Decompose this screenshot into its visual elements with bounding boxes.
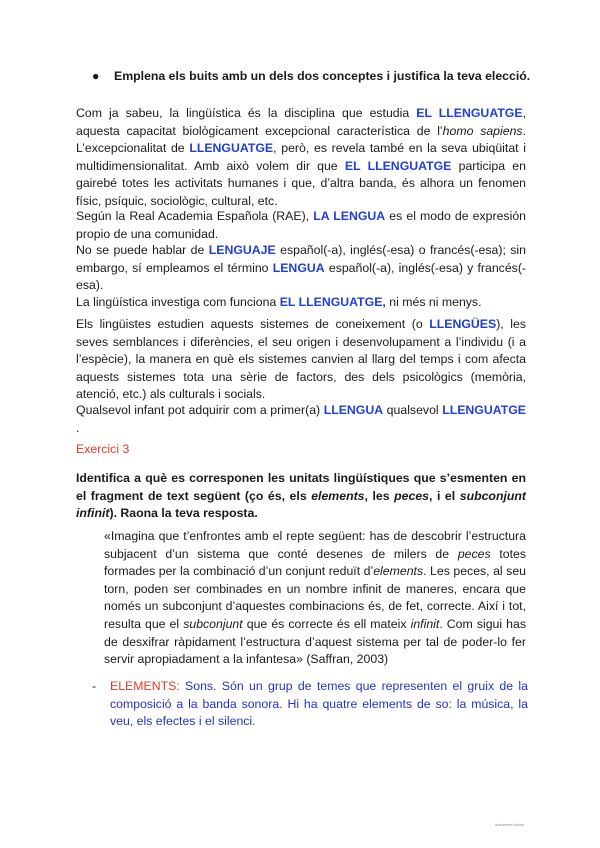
paragraph-rae [76, 208, 526, 243]
text: «Imagina que t’enfrontes amb el repte següent: has de descobrir l’estructura subjacent d’un sistema que conté desenes de milers de [104, 529, 526, 561]
text: , i el [429, 488, 460, 503]
paragraph-investiga [76, 294, 526, 312]
paragraph-linguistics [76, 105, 526, 211]
italic-text: peces [394, 488, 430, 503]
italic-text: homo sapiens [442, 123, 523, 138]
italic-text: subconjunt infinit [76, 488, 526, 521]
text: , les [364, 488, 395, 503]
text: , aquesta capacitat biològicament excepcional característica de l’ [76, 106, 526, 138]
italic-text: subconjunt [183, 616, 243, 631]
text: español(-a), inglés(-esa) o francés(-esa); sin embargo, sí empleamos el término [76, 243, 526, 275]
italic-text: elements [311, 488, 365, 503]
text: participa en gairebé totes les activitats humanes i que, d’altra banda, és alhora un fenomen físic, psíquic, sociològic, cultural, etc. [76, 158, 526, 208]
text: ni més ni menys. [385, 295, 482, 309]
exercise-heading: Exercici 3 [76, 442, 130, 456]
keyword: LA LENGUA [313, 209, 386, 223]
text: . Les peces, al seu torn, poden ser combinades en un nombre infinit de maneres, encara que només un subconjunt d’aquestes combinacions és, de fet, correcte. Així i tot, resulta que el [104, 564, 526, 631]
text: que és correcte és ell mateix [242, 616, 411, 631]
keyword: LENGUAJE [208, 243, 276, 257]
answer-elements [92, 678, 528, 731]
instruction-bullet [92, 68, 552, 86]
keyword: LLENGÜES [429, 317, 497, 331]
quote-block [104, 528, 526, 669]
keyword: LLENGUA [323, 403, 384, 417]
text: ). Raona la teva resposta. [109, 506, 258, 521]
exercise-instruction [76, 470, 526, 523]
text: Identifica a què es corresponen les unitats lingüístiques que s’esmenten en el fragment de text següent (ço és, els [76, 471, 526, 503]
text: español(-a), inglés(-esa) y francés(-esa). [76, 260, 527, 293]
text: es el modo de expresión propio de una comunidad. [76, 209, 526, 241]
text: qualsevol [383, 403, 443, 417]
bullet-text: Emplena els buits amb un dels dos conceptes i justifica la teva elecció. [114, 69, 531, 83]
keyword: LENGUA [272, 260, 325, 275]
text: ), les seves semblances i diferències, el seu origen i desenvolupament a l’individu (i a l’espècie), la manera en què els sistemes canvien al llarg del temps i com afecta aquests sistemes tota una sèrie de factors, des dels psicològics (memòria, atenció, etc.) als culturals i socials. [76, 317, 526, 402]
text: La lingüística investiga com funciona [76, 295, 280, 309]
bullet-icon: ● [92, 69, 100, 83]
paragraph-linguistes [76, 316, 526, 404]
answer-body: Sons. Són un grup de temes que representen el gruix de la composició a la banda sonora. Hi ha quatre elements de so: la música, la veu, els efectes i el silenci. [110, 679, 528, 729]
text: . Com sigui has de desxifrar ràpidament l’estructura d’aquest sistema per tal de poder-lo fer servir apropiadament a la infantesa» (Saffran, 2003) [104, 616, 527, 667]
paragraph-infant [76, 402, 526, 437]
italic-text: elements [373, 564, 424, 579]
text: totes formades per la combinació d’un conjunt reduït d’ [104, 546, 527, 579]
italic-text: peces [457, 546, 491, 561]
italic-text: infinit [410, 616, 440, 631]
page-footer: document-footer [495, 822, 525, 827]
dash-marker: - [92, 679, 97, 693]
paragraph-lenguaje [76, 242, 526, 295]
keyword: LLENGUATGE [189, 141, 274, 156]
text: Com ja sabeu, la lingüística és la disciplina que estudia [76, 106, 417, 120]
keyword: EL LLENGUATGE, [279, 295, 386, 309]
text: Qualsevol infant pot adquirir com a primer(a) [76, 403, 324, 417]
answer-label: ELEMENTS: [110, 679, 180, 693]
text: Según la Real Academia Española (RAE), [76, 209, 314, 223]
text: , però, es revela també en la seva ubiqüitat i multidimensionalitat. Amb això volem dir que [76, 141, 527, 173]
text: . L’excepcionalitat de [76, 123, 527, 156]
keyword: EL LLENGUATGE [344, 158, 452, 173]
text: Els lingüistes estudien aquests sistemes de coneixement (o [76, 317, 430, 331]
text: No se puede hablar de [76, 243, 209, 257]
keyword: EL LLENGUATGE [416, 106, 523, 120]
answer-text [110, 678, 528, 731]
text: . [76, 420, 80, 435]
keyword: LLENGUATGE [442, 403, 526, 417]
